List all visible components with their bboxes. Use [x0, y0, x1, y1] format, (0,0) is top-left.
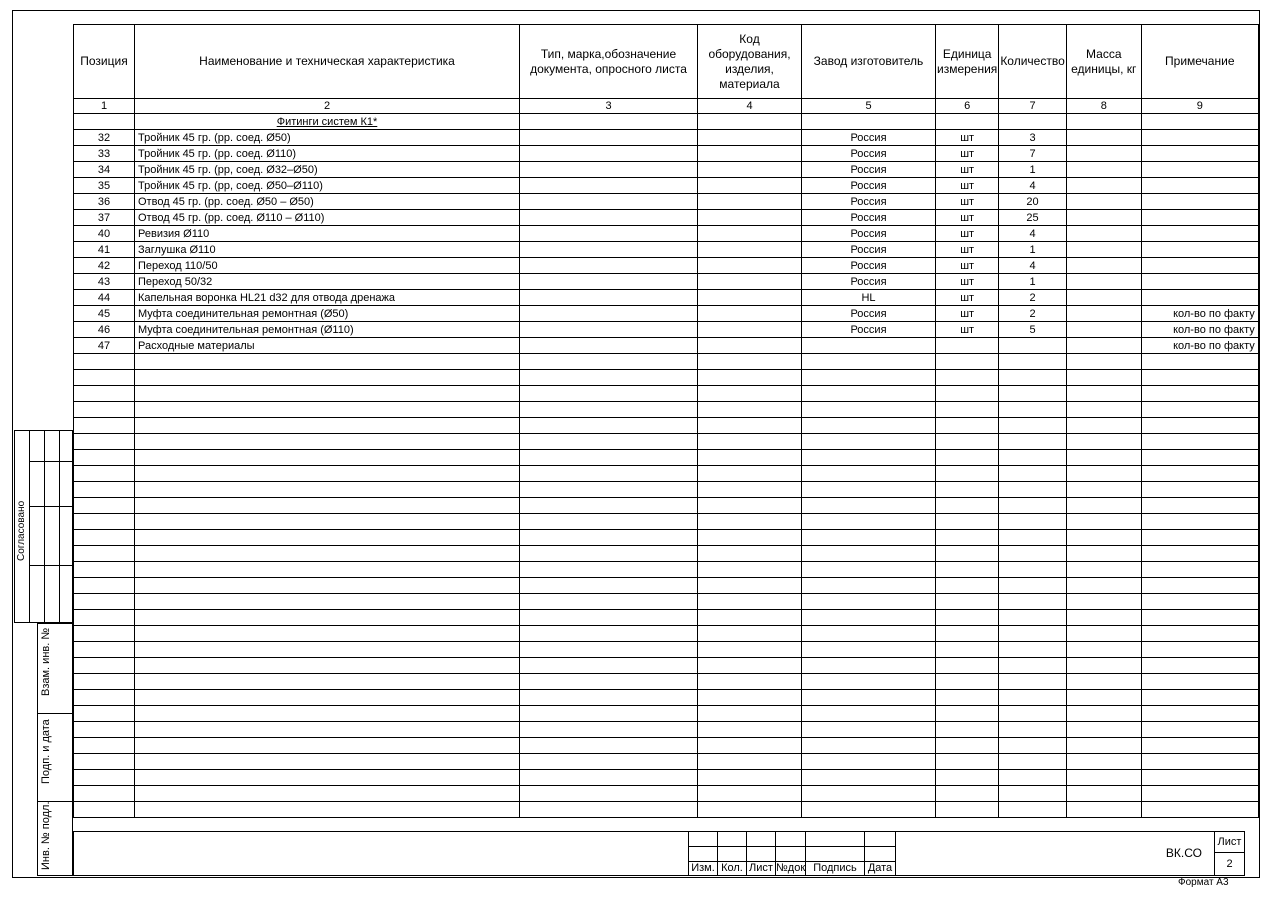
cell-qty: 4: [999, 258, 1066, 274]
column-header: Завод изготовитель: [802, 25, 936, 99]
cell-unit: шт: [936, 146, 999, 162]
cell-qty: 5: [999, 322, 1066, 338]
column-number: 2: [135, 99, 520, 114]
cell-pos: 42: [74, 258, 135, 274]
cell-pos: 35: [74, 178, 135, 194]
empty-row: [74, 450, 1259, 466]
cell-note: кол-во по факту: [1141, 322, 1258, 338]
header-row: [74, 25, 1259, 99]
column-number: 4: [698, 99, 802, 114]
cell-qty: 1: [999, 274, 1066, 290]
cell-mass: [1066, 162, 1141, 178]
cell-name: Отвод 45 гр. (рр. соед. Ø110 – Ø110): [135, 210, 520, 226]
empty-row: [74, 754, 1259, 770]
cell-maker: Россия: [802, 178, 936, 194]
cell-note: [1141, 130, 1258, 146]
cell-maker: HL: [802, 290, 936, 306]
cell-code: [698, 210, 802, 226]
column-header: Тип, марка,обозначение документа, опросного листа: [520, 25, 698, 99]
table-row: [74, 338, 1259, 354]
cell-note: [1141, 242, 1258, 258]
cell-note: [1141, 274, 1258, 290]
cell-pos: 47: [74, 338, 135, 354]
inv-replace-label: Взам. инв. №: [40, 627, 52, 696]
label-data: Дата: [864, 861, 896, 876]
cell-type: [520, 258, 698, 274]
cell-unit: шт: [936, 274, 999, 290]
column-number-row: [74, 99, 1259, 114]
cell-qty: 3: [999, 130, 1066, 146]
table-row: [74, 146, 1259, 162]
sign-date-label: Подп. и дата: [40, 719, 52, 784]
cell-type: [520, 274, 698, 290]
cell-maker: [802, 338, 936, 354]
table-row: [74, 226, 1259, 242]
cell-qty: 4: [999, 226, 1066, 242]
cell-code: [698, 178, 802, 194]
cell-mass: [1066, 178, 1141, 194]
cell-code: [698, 258, 802, 274]
empty-row: [74, 546, 1259, 562]
cell-code: [698, 194, 802, 210]
cell-mass: [1066, 242, 1141, 258]
column-header: Масса единицы, кг: [1066, 25, 1141, 99]
cell-maker: Россия: [802, 322, 936, 338]
cell-maker: Россия: [802, 194, 936, 210]
cell-pos: 34: [74, 162, 135, 178]
cell-name: Тройник 45 гр. (рр, соед. Ø32–Ø50): [135, 162, 520, 178]
cell-unit: шт: [936, 162, 999, 178]
cell-note: [1141, 258, 1258, 274]
cell-mass: [1066, 226, 1141, 242]
cell-name: Ревизия Ø110: [135, 226, 520, 242]
label-kol: Кол.: [717, 861, 747, 876]
cell-type: [520, 178, 698, 194]
cell-unit: шт: [936, 194, 999, 210]
format-label: Формат А3: [1178, 878, 1229, 888]
cell-maker: Россия: [802, 162, 936, 178]
cell-note: [1141, 290, 1258, 306]
empty-row: [74, 722, 1259, 738]
cell-code: [698, 130, 802, 146]
cell-code: [698, 274, 802, 290]
empty-row: [74, 770, 1259, 786]
cell-code: [698, 146, 802, 162]
cell-mass: [1066, 306, 1141, 322]
document-code: ВК.СО: [895, 831, 1215, 876]
cell-type: [520, 162, 698, 178]
column-header: Количество: [999, 25, 1066, 99]
title-block: [73, 831, 1245, 876]
cell-qty: [999, 338, 1066, 354]
cell-maker: Россия: [802, 130, 936, 146]
cell-name: Тройник 45 гр. (рр. соед. Ø50): [135, 130, 520, 146]
cell-type: [520, 146, 698, 162]
empty-row: [74, 738, 1259, 754]
table-row: [74, 258, 1259, 274]
cell-note: [1141, 194, 1258, 210]
cell-qty: 1: [999, 162, 1066, 178]
cell-pos: 43: [74, 274, 135, 290]
cell-type: [520, 210, 698, 226]
cell-qty: 1: [999, 242, 1066, 258]
cell-qty: 7: [999, 146, 1066, 162]
cell-note: кол-во по факту: [1141, 306, 1258, 322]
empty-row: [74, 610, 1259, 626]
sheet-number: 2: [1214, 852, 1245, 876]
cell-mass: [1066, 274, 1141, 290]
cell-qty: 4: [999, 178, 1066, 194]
cell-maker: Россия: [802, 210, 936, 226]
cell-note: [1141, 226, 1258, 242]
agreed-label: Согласовано: [16, 500, 27, 561]
label-ndoc: №док: [776, 862, 806, 874]
column-number: 5: [802, 99, 936, 114]
empty-row: [74, 690, 1259, 706]
cell-unit: шт: [936, 226, 999, 242]
cell-mass: [1066, 322, 1141, 338]
cell-pos: 41: [74, 242, 135, 258]
cell-unit: шт: [936, 130, 999, 146]
cell-pos: 32: [74, 130, 135, 146]
cell-unit: шт: [936, 258, 999, 274]
cell-pos: 37: [74, 210, 135, 226]
empty-row: [74, 802, 1259, 818]
cell-qty: 20: [999, 194, 1066, 210]
empty-row: [74, 482, 1259, 498]
cell-maker: Россия: [802, 306, 936, 322]
table-row: [74, 322, 1259, 338]
table-row: [74, 274, 1259, 290]
cell-maker: Россия: [802, 146, 936, 162]
table-row: [74, 194, 1259, 210]
inv-orig-label: Инв. № подл.: [40, 801, 52, 870]
cell-type: [520, 226, 698, 242]
empty-row: [74, 514, 1259, 530]
label-list: Лист: [746, 861, 776, 876]
cell-code: [698, 290, 802, 306]
empty-row: [74, 354, 1259, 370]
column-header: Наименование и техническая характеристика: [135, 25, 520, 99]
cell-name: Заглушка Ø110: [135, 242, 520, 258]
specification-table: [73, 24, 1259, 818]
cell-unit: шт: [936, 290, 999, 306]
cell-pos: 45: [74, 306, 135, 322]
column-number: 9: [1141, 99, 1258, 114]
empty-row: [74, 386, 1259, 402]
cell-mass: [1066, 258, 1141, 274]
cell-note: [1141, 162, 1258, 178]
cell-name: Капельная воронка HL21 d32 для отвода дренажа: [135, 290, 520, 306]
cell-note: [1141, 178, 1258, 194]
cell-name: Муфта соединительная ремонтная (Ø110): [135, 322, 520, 338]
cell-name: Переход 50/32: [135, 274, 520, 290]
empty-row: [74, 642, 1259, 658]
cell-maker: Россия: [802, 226, 936, 242]
empty-row: [74, 594, 1259, 610]
empty-row: [74, 674, 1259, 690]
empty-row: [74, 418, 1259, 434]
cell-mass: [1066, 210, 1141, 226]
cell-unit: шт: [936, 322, 999, 338]
empty-row: [74, 626, 1259, 642]
cell-pos: 40: [74, 226, 135, 242]
cell-type: [520, 306, 698, 322]
column-header: Код оборудования, изделия, материала: [698, 25, 802, 99]
cell-code: [698, 242, 802, 258]
cell-code: [698, 162, 802, 178]
empty-row: [74, 498, 1259, 514]
cell-mass: [1066, 194, 1141, 210]
cell-note: [1141, 210, 1258, 226]
cell-pos: 44: [74, 290, 135, 306]
empty-row: [74, 578, 1259, 594]
cell-name: Тройник 45 гр. (рр, соед. Ø50–Ø110): [135, 178, 520, 194]
cell-maker: Россия: [802, 242, 936, 258]
side-stamp-inv: [37, 623, 73, 876]
column-number: 7: [999, 99, 1066, 114]
cell-qty: 25: [999, 210, 1066, 226]
empty-row: [74, 434, 1259, 450]
table-row: [74, 210, 1259, 226]
table-row: [74, 242, 1259, 258]
column-header: Позиция: [74, 25, 135, 99]
label-izm: Изм.: [688, 861, 718, 876]
table-row: [74, 178, 1259, 194]
cell-mass: [1066, 130, 1141, 146]
cell-type: [520, 194, 698, 210]
cell-type: [520, 130, 698, 146]
empty-row: [74, 658, 1259, 674]
cell-unit: шт: [936, 178, 999, 194]
cell-maker: Россия: [802, 274, 936, 290]
cell-name: Расходные материалы: [135, 338, 520, 354]
empty-row: [74, 466, 1259, 482]
empty-row: [74, 706, 1259, 722]
cell-type: [520, 290, 698, 306]
cell-unit: шт: [936, 306, 999, 322]
cell-name: Переход 110/50: [135, 258, 520, 274]
cell-note: кол-во по факту: [1141, 338, 1258, 354]
empty-row: [74, 370, 1259, 386]
cell-code: [698, 226, 802, 242]
cell-unit: шт: [936, 210, 999, 226]
cell-mass: [1066, 146, 1141, 162]
cell-name: Отвод 45 гр. (рр. соед. Ø50 – Ø50): [135, 194, 520, 210]
section-title: Фитинги систем К1*: [135, 114, 520, 130]
empty-row: [74, 530, 1259, 546]
column-number: 8: [1066, 99, 1141, 114]
column-header: Примечание: [1141, 25, 1258, 99]
column-number: 6: [936, 99, 999, 114]
cell-pos: 33: [74, 146, 135, 162]
table-row: [74, 162, 1259, 178]
cell-mass: [1066, 290, 1141, 306]
side-stamp-agreed: [14, 430, 73, 623]
cell-code: [698, 338, 802, 354]
cell-code: [698, 322, 802, 338]
empty-row: [74, 562, 1259, 578]
column-header: Единица измерения: [936, 25, 999, 99]
table-row: [74, 290, 1259, 306]
section-row: [74, 114, 1259, 130]
label-podpis: Подпись: [805, 861, 865, 876]
cell-qty: 2: [999, 306, 1066, 322]
cell-maker: Россия: [802, 258, 936, 274]
cell-qty: 2: [999, 290, 1066, 306]
cell-unit: шт: [936, 242, 999, 258]
cell-note: [1141, 146, 1258, 162]
cell-type: [520, 338, 698, 354]
cell-unit: [936, 338, 999, 354]
empty-row: [74, 402, 1259, 418]
cell-name: Муфта соединительная ремонтная (Ø50): [135, 306, 520, 322]
column-number: 3: [520, 99, 698, 114]
cell-pos: 46: [74, 322, 135, 338]
sheet-label: Лист: [1214, 831, 1245, 853]
cell-name: Тройник 45 гр. (рр. соед. Ø110): [135, 146, 520, 162]
cell-pos: 36: [74, 194, 135, 210]
cell-code: [698, 306, 802, 322]
cell-type: [520, 242, 698, 258]
empty-row: [74, 786, 1259, 802]
cell-mass: [1066, 338, 1141, 354]
column-number: 1: [74, 99, 135, 114]
table-row: [74, 306, 1259, 322]
cell-type: [520, 322, 698, 338]
table-row: [74, 130, 1259, 146]
